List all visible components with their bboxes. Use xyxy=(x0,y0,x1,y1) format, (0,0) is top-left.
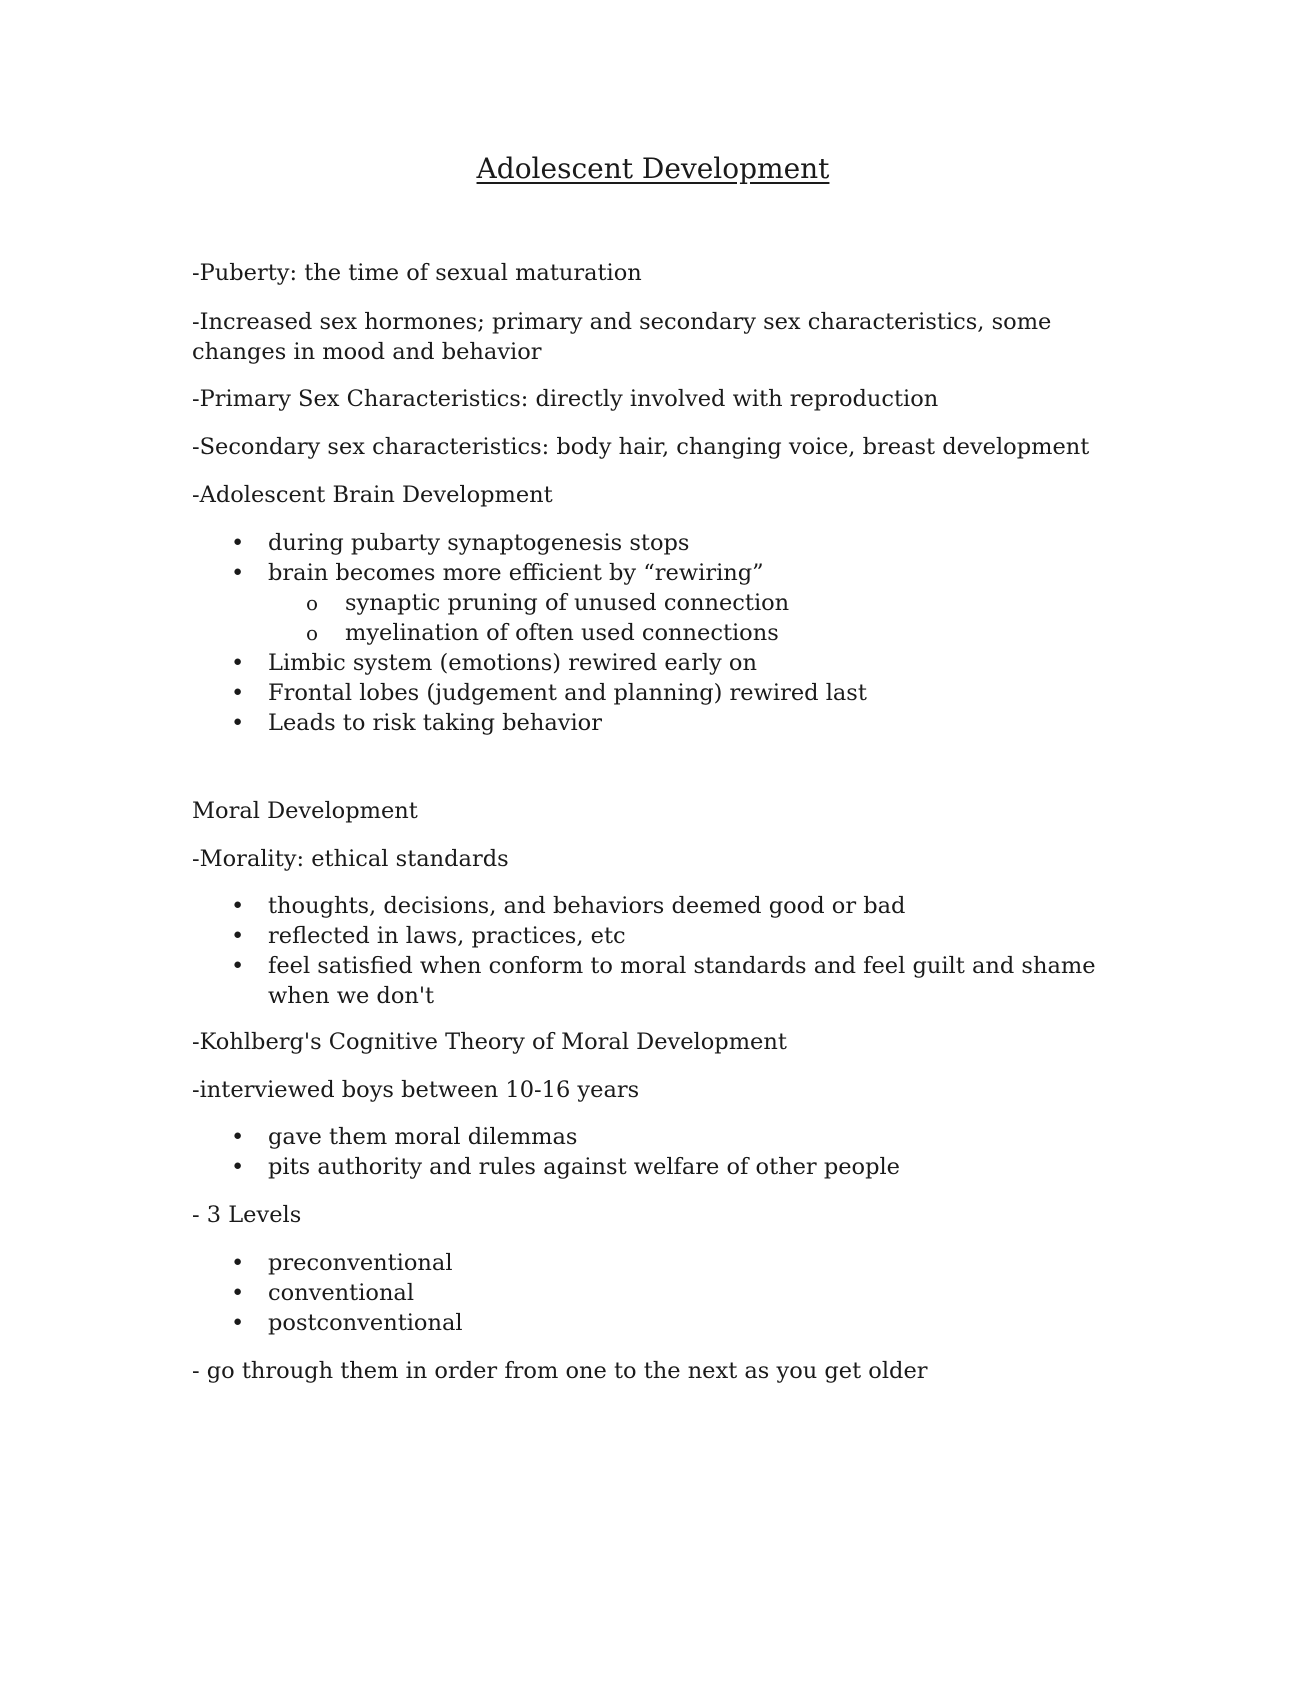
bullet-icon: • xyxy=(231,953,245,979)
brain-development-heading: -Adolescent Brain Development xyxy=(192,482,553,508)
sub-bullet-icon: o xyxy=(306,621,319,645)
moral-development-heading: Moral Development xyxy=(192,798,418,824)
bullet-icon: • xyxy=(231,1124,245,1150)
bullet-icon: • xyxy=(231,1280,245,1306)
list-item-text: postconventional xyxy=(268,1310,463,1336)
list-item xyxy=(192,708,1112,738)
interview-list xyxy=(192,1122,1112,1182)
list-item-text: Frontal lobes (judgement and planning) rewired last xyxy=(268,680,867,706)
list-item-text: Leads to risk taking behavior xyxy=(268,710,602,736)
closing-note: - go through them in order from one to the next as you get older xyxy=(192,1358,928,1384)
list-item-text: pits authority and rules against welfare of other people xyxy=(268,1154,900,1180)
list-item-text: conventional xyxy=(268,1280,415,1306)
hormones-paragraph: -Increased sex hormones; primary and secondary sex characteristics, some changes in mood and behavior xyxy=(192,309,1052,365)
list-item-text: myelination of often used connections xyxy=(345,620,779,646)
bullet-icon: • xyxy=(231,680,245,706)
list-item-text: thoughts, decisions, and behaviors deemed good or bad xyxy=(268,893,906,919)
list-item-text: brain becomes more efficient by “rewiring” xyxy=(268,560,764,586)
list-item xyxy=(192,1248,1112,1278)
list-item-text: during pubarty synaptogenesis stops xyxy=(268,530,690,556)
bullet-icon: • xyxy=(231,1250,245,1276)
bullet-icon: • xyxy=(231,923,245,949)
list-item xyxy=(192,678,1112,708)
sub-list-item xyxy=(192,588,1112,618)
bullet-icon: • xyxy=(231,650,245,676)
list-item xyxy=(192,528,1112,558)
interviewed-boys: -interviewed boys between 10-16 years xyxy=(192,1077,640,1103)
bullet-icon: • xyxy=(231,560,245,586)
list-item-text: synaptic pruning of unused connection xyxy=(345,590,790,616)
levels-list xyxy=(192,1248,1112,1338)
list-item-text: feel satisfied when conform to moral standards and feel guilt and shame when we don't xyxy=(268,953,1096,1009)
list-item-text: Limbic system (emotions) rewired early on xyxy=(268,650,757,676)
primary-sex-characteristics: -Primary Sex Characteristics: directly involved with reproduction xyxy=(192,386,939,412)
secondary-sex-characteristics: -Secondary sex characteristics: body hair, changing voice, breast development xyxy=(192,434,1090,460)
bullet-icon: • xyxy=(231,1154,245,1180)
document-title: Adolescent Development xyxy=(476,152,830,185)
bullet-icon: • xyxy=(231,710,245,736)
sub-list-item xyxy=(192,618,1112,648)
morality-list xyxy=(192,891,1112,1011)
list-item-text: preconventional xyxy=(268,1250,453,1276)
list-item xyxy=(192,951,1112,1011)
list-item xyxy=(192,921,1112,951)
bullet-icon: • xyxy=(231,1310,245,1336)
list-item xyxy=(192,558,1112,588)
list-item xyxy=(192,1122,1112,1152)
list-item-text: gave them moral dilemmas xyxy=(268,1124,578,1150)
list-item xyxy=(192,891,1112,921)
list-item xyxy=(192,1308,1112,1338)
bullet-icon: • xyxy=(231,893,245,919)
kohlberg-theory: -Kohlberg's Cognitive Theory of Moral Development xyxy=(192,1029,787,1055)
puberty-definition: -Puberty: the time of sexual maturation xyxy=(192,260,642,286)
levels-heading: - 3 Levels xyxy=(192,1202,302,1228)
brain-development-list xyxy=(192,528,1112,738)
bullet-icon: • xyxy=(231,530,245,556)
morality-definition: -Morality: ethical standards xyxy=(192,846,509,872)
list-item xyxy=(192,1278,1112,1308)
sub-bullet-icon: o xyxy=(306,591,319,615)
list-item-text: reflected in laws, practices, etc xyxy=(268,923,626,949)
list-item xyxy=(192,1152,1112,1182)
list-item xyxy=(192,648,1112,678)
